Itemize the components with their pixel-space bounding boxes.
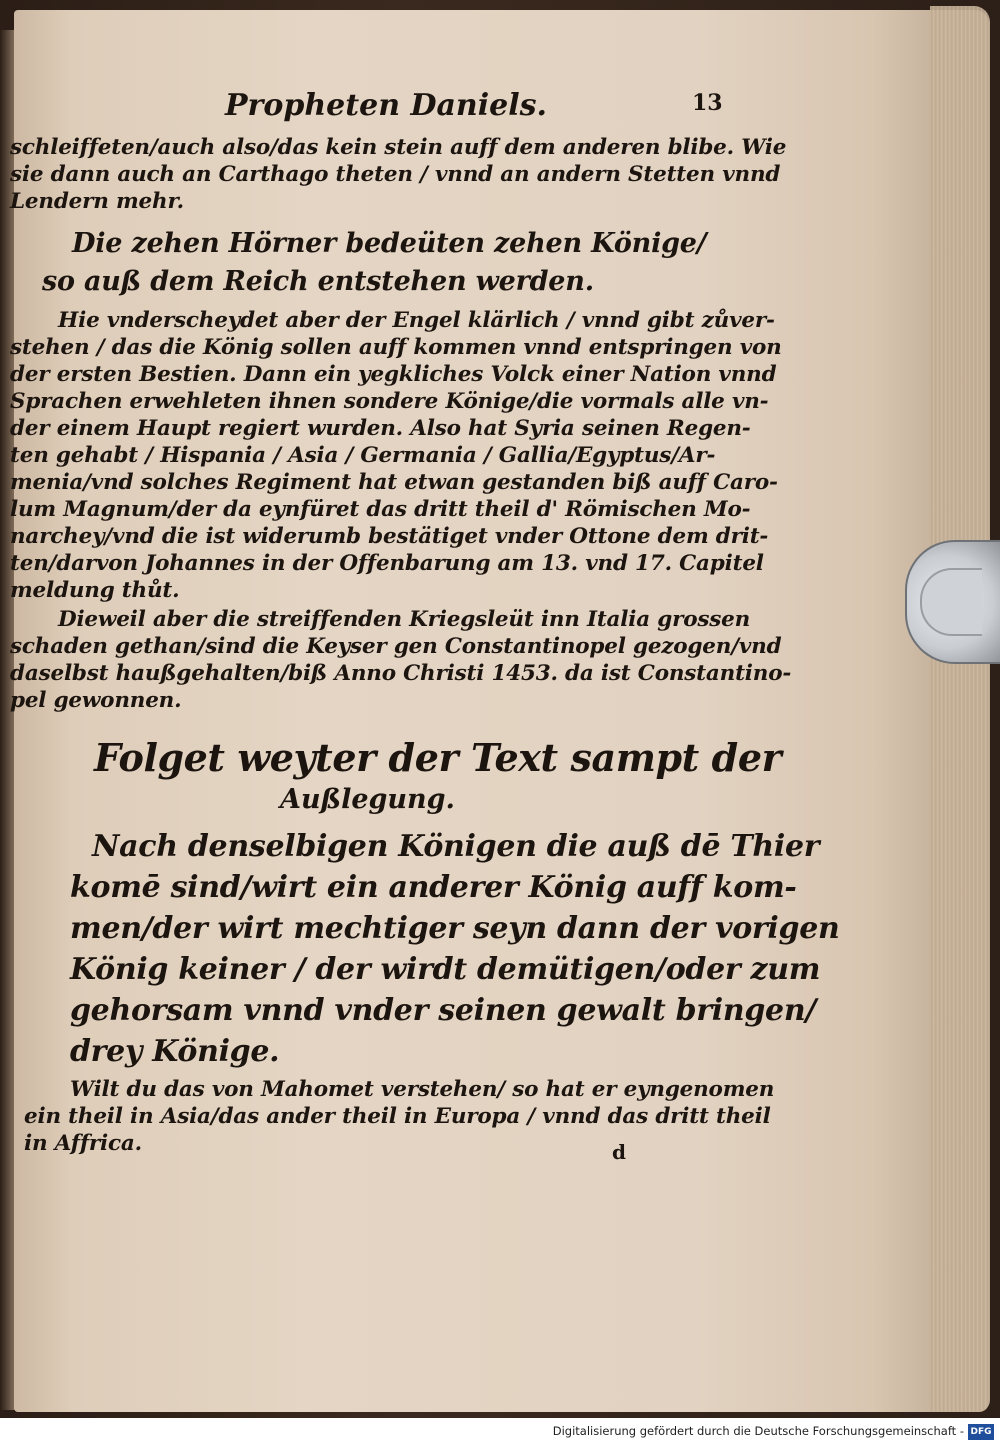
verse-line: komē sind/wirt ein anderer König auff kom-	[70, 870, 797, 905]
running-title: Propheten Daniels.	[225, 88, 547, 123]
paper-clip-inner	[920, 568, 982, 636]
section-heading-1	[10, 225, 730, 301]
digitization-credit: Digitalisierung gefördert durch die Deutsche Forschungsgemeinschaft -	[552, 1424, 964, 1438]
text-line: menia/vnd solches Regiment hat etwan gestanden biß auff Caro-	[10, 470, 778, 495]
text-line: der ersten Bestien. Dann ein yegkliches Volck einer Nation vnnd	[10, 362, 777, 387]
text-line: narchey/vnd die ist widerumb bestätiget vnder Ottone dem drit-	[10, 524, 769, 549]
text-line: ten gehabt / Hispania / Asia / Germania / Gallia/Egyptus/Ar-	[10, 443, 716, 468]
text-line: daselbst haußgehalten/biß Anno Christi 1453. da ist Constantino-	[10, 661, 792, 686]
verse-line: men/der wirt mechtiger seyn dann der vorigen	[70, 911, 840, 946]
scripture-verse	[10, 826, 840, 1072]
heading-line: Folget weyter der Text sampt der	[94, 735, 782, 780]
heading-line: so auß dem Reich entstehen werden.	[42, 266, 594, 297]
text-line: Sprachen erwehleten ihnen sondere Könige/die vormals alle vn-	[10, 389, 769, 414]
text-line: pel gewonnen.	[10, 688, 182, 713]
paragraph-1	[10, 134, 787, 215]
page-edges	[930, 6, 990, 1412]
section-heading-2	[10, 735, 782, 820]
running-head	[10, 88, 730, 128]
paragraph-3	[10, 606, 792, 714]
text-line: sie dann auch an Carthago theten / vnnd an andern Stetten vnnd	[10, 162, 781, 187]
verse-line: Nach denselbigen Königen die auß dē Thier	[92, 829, 820, 864]
text-line: Dieweil aber die streiffenden Kriegsleüt inn Italia grossen	[58, 607, 751, 632]
text-line: Hie vnderscheydet aber der Engel klärlich / vnnd gibt zůver-	[58, 308, 775, 333]
verse-line: gehorsam vnnd vnder seinen gewalt bringen/	[70, 993, 817, 1028]
text-line: ten/darvon Johannes in der Offenbarung am 13. vnd 17. Capitel	[10, 551, 764, 576]
page-number: 13	[692, 90, 723, 116]
text-line: ein theil in Asia/das ander theil in Europa / vnnd das dritt theil	[24, 1104, 771, 1129]
verse-line: drey Könige.	[70, 1034, 280, 1069]
text-line: in Affrica.	[24, 1131, 142, 1156]
text-block	[10, 134, 840, 1157]
signature-mark: d	[612, 1140, 626, 1164]
text-line: lum Magnum/der da eynfüret das dritt theil d' Römischen Mo-	[10, 497, 751, 522]
dfg-logo: DFG	[968, 1424, 994, 1440]
text-line: schleiffeten/auch also/das kein stein auff dem anderen blibe. Wie	[10, 135, 787, 160]
verse-line: König keiner / der wirdt demütigen/oder zum	[70, 952, 821, 987]
paragraph-2	[10, 307, 782, 604]
text-line: stehen / das die König sollen auff kommen vnnd entspringen von	[10, 335, 782, 360]
heading-line: Außlegung.	[280, 784, 455, 815]
text-line: meldung thůt.	[10, 578, 180, 603]
text-line: schaden gethan/sind die Keyser gen Constantinopel gezogen/vnd	[10, 634, 782, 659]
text-line: Wilt du das von Mahomet verstehen/ so hat er eyngenomen	[70, 1077, 775, 1102]
heading-line: Die zehen Hörner bedeüten zehen Könige/	[72, 228, 707, 259]
text-line: Lendern mehr.	[10, 189, 184, 214]
text-line: der einem Haupt regiert wurden. Also hat Syria seinen Regen-	[10, 416, 751, 441]
